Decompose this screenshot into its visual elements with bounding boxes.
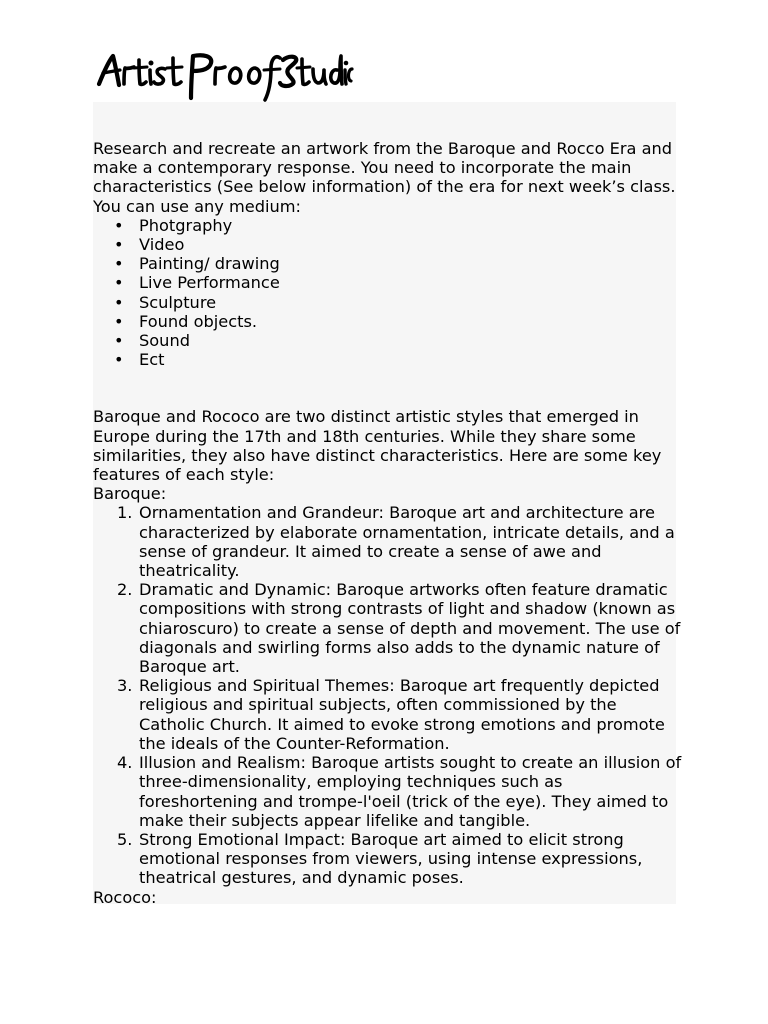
baroque-features-list <box>93 503 683 887</box>
list-item: • Photgraphy <box>93 216 683 235</box>
list-item <box>93 753 683 830</box>
list-item: • Painting/ drawing <box>93 254 683 273</box>
section-spacer <box>93 369 683 407</box>
list-item: • Live Performance <box>93 273 683 292</box>
item-text: Ornamentation and Grandeur: Baroque art and architecture are characterized by elaborate ornamentation, intricate details, and a sense of grandeur. It aimed to create a sense of awe and theatricality. <box>139 503 675 581</box>
list-item: • Video <box>93 235 683 254</box>
item-number: 2. <box>117 580 133 600</box>
list-item <box>93 503 683 580</box>
list-item: • Sound <box>93 331 683 350</box>
artist-proof-studio-logo <box>93 46 355 102</box>
item-number: 1. <box>117 503 133 523</box>
media-list <box>93 216 683 370</box>
list-item: • Ect <box>93 350 683 369</box>
list-item: • Sculpture <box>93 293 683 312</box>
list-item <box>93 580 683 676</box>
item-text: Illusion and Realism: Baroque artists sought to create an illusion of three-dimensionality, employing techniques such as foreshortening and trompe-l'oeil (trick of the eye). They aimed to make their subjects appear lifelike and tangible. <box>139 753 682 830</box>
baroque-heading: Baroque: <box>93 484 167 504</box>
item-number: 4. <box>117 753 133 773</box>
list-item <box>93 676 683 753</box>
styles-intro: Baroque and Rococo are two distinct artistic styles that emerged in Europe during the 17th and 18th centuries. While they share some similarities, they also have distinct characteristics. Here are some key features of each style: <box>93 407 662 485</box>
rococo-heading: Rococo: <box>93 887 157 907</box>
list-item: • Found objects. <box>93 312 683 331</box>
document-body <box>93 139 683 907</box>
item-number: 5. <box>117 829 133 849</box>
item-text: Religious and Spiritual Themes: Baroque art frequently depicted religious and spiritual subjects, often commissioned by the Catholic Church. It aimed to evoke strong emotions and promote the ideals of the Counter-Reformation. <box>139 676 665 753</box>
list-item <box>93 830 683 888</box>
item-text: Dramatic and Dynamic: Baroque artworks often feature dramatic compositions with strong contrasts of light and shadow (known as chiaroscuro) to create a sense of depth and movement. The use of diagonals and swirling forms also adds to the dynamic nature of Baroque art. <box>139 580 681 677</box>
item-number: 3. <box>117 676 133 696</box>
item-text: Strong Emotional Impact: Baroque art aimed to elicit strong emotional responses from viewers, using intense expressions, theatrical gestures, and dynamic poses. <box>139 829 643 888</box>
assignment-intro: Research and recreate an artwork from the Baroque and Rocco Era and make a contemporary response. You need to incorporate the main characteristics (See below information) of the era for next week’s class. You can use any medium: <box>93 139 676 216</box>
